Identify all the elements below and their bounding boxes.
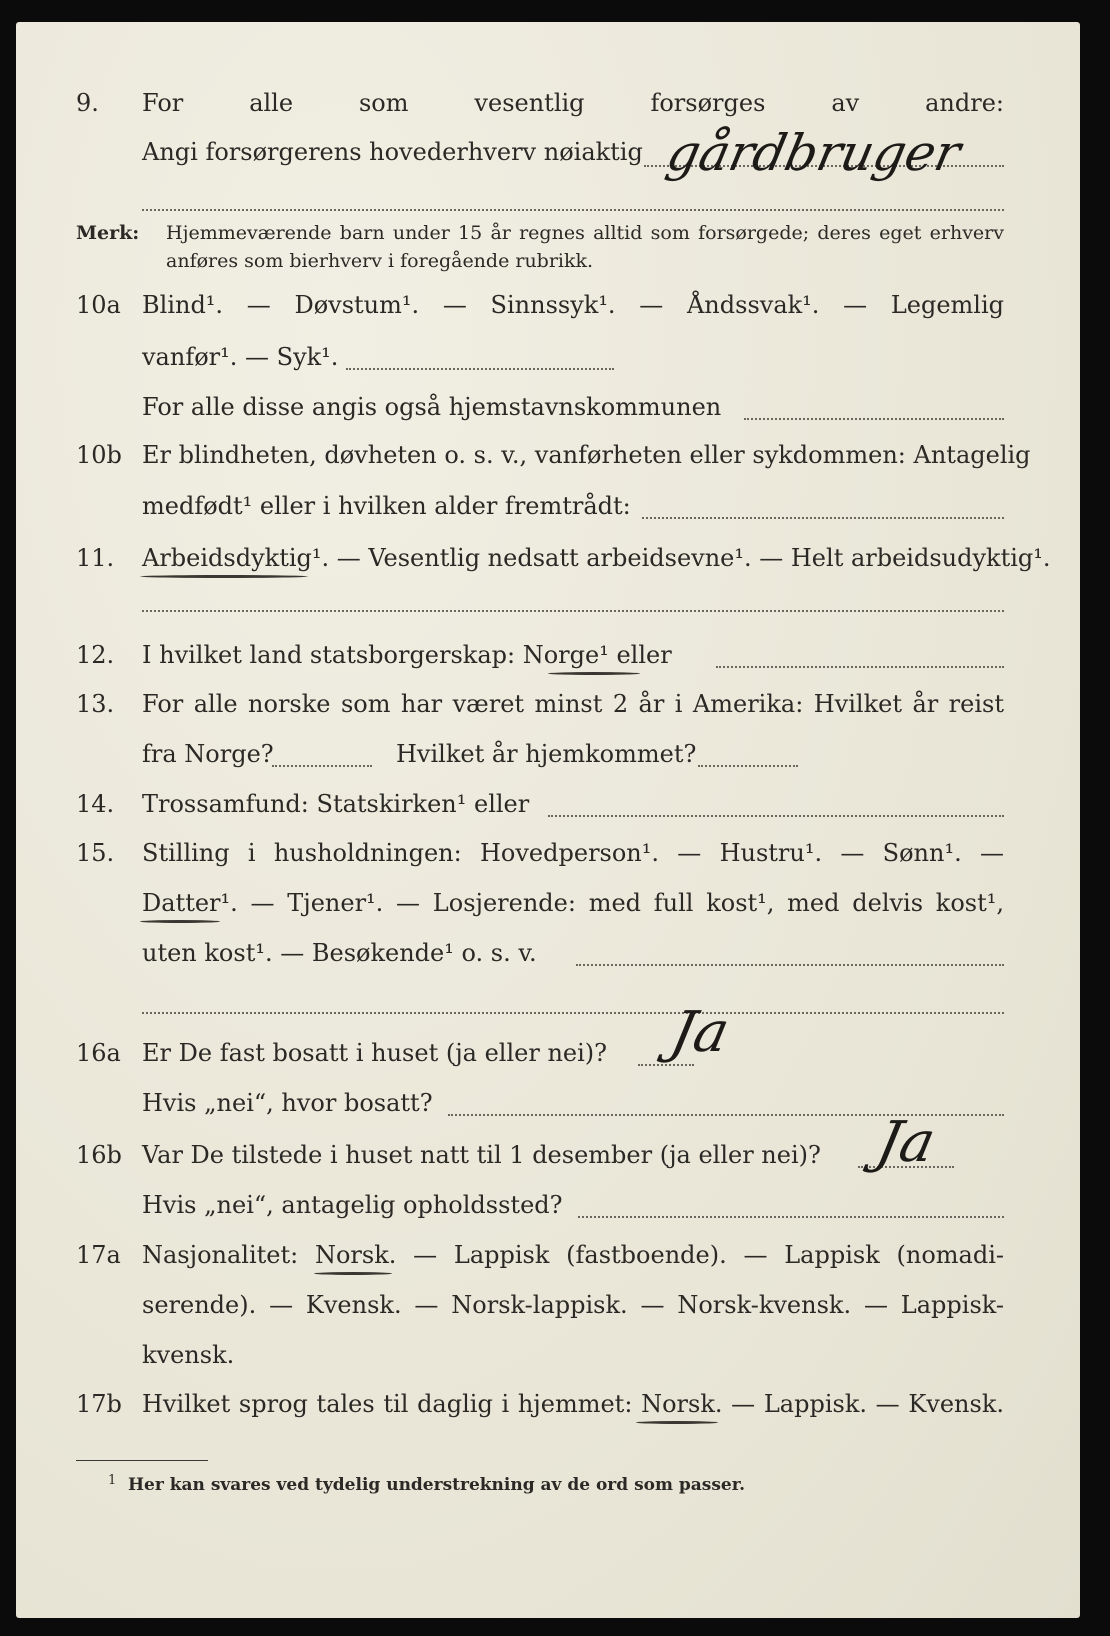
footnote-rule xyxy=(76,1460,208,1461)
item-text: Datter¹. — Tjener¹. — Losjerende: med full kost¹, med delvis kost¹, xyxy=(142,889,1004,917)
item-number: 10a xyxy=(76,291,121,319)
item-text: vanfør¹. — Syk¹. xyxy=(142,343,339,371)
merk-label: Merk: xyxy=(76,222,140,244)
item-text: For alle som vesentlig forsørges av andre: xyxy=(142,89,1004,117)
item-text: Angi forsørgerens hovederhverv nøiaktig xyxy=(142,138,643,166)
item-number: 10b xyxy=(76,441,122,469)
answer-line xyxy=(744,418,1004,420)
item-number: 15. xyxy=(76,839,115,867)
underline-arbeidsdyktig xyxy=(140,575,308,578)
item-text: Var De tilstede i huset natt til 1 desember (ja eller nei)? xyxy=(142,1141,821,1169)
item-text: Blind¹. — Døvstum¹. — Sinnssyk¹. — Åndssvak¹. — Legemlig xyxy=(142,291,1004,319)
answer-line xyxy=(142,610,1004,612)
item-text: fra Norge? xyxy=(142,740,274,768)
answer-line xyxy=(272,765,372,767)
item-text: Hvis „nei“, hvor bosatt? xyxy=(142,1089,433,1117)
merk-text: Hjemmeværende barn under 15 år regnes alltid som forsørgede; deres eget erhverv xyxy=(166,222,1004,244)
answer-line xyxy=(642,517,1004,519)
item-number: 14. xyxy=(76,790,115,818)
item-text: For alle disse angis også hjemstavnskommunen xyxy=(142,393,722,421)
item-number: 12. xyxy=(76,641,115,669)
item-text: kvensk. xyxy=(142,1341,235,1369)
footnote-mark: 1 xyxy=(108,1473,117,1488)
handwritten-occupation: gårdbruger xyxy=(661,124,966,182)
item-text: Hvilket sprog tales til daglig i hjemmet: Norsk. — Lappisk. — Kvensk. xyxy=(142,1390,1004,1418)
merk-text: anføres som bierhverv i foregående rubrikk. xyxy=(166,250,594,272)
item-text: Er De fast bosatt i huset (ja eller nei)? xyxy=(142,1039,608,1067)
item-text: Stilling i husholdningen: Hovedperson¹. — Hustru¹. — Sønn¹. — xyxy=(142,839,1004,867)
item-text: medfødt¹ eller i hvilken alder fremtrådt: xyxy=(142,492,631,520)
handwritten-answer-16b: Ja xyxy=(871,1110,941,1175)
item-text: Er blindheten, døvheten o. s. v., vanførheten eller sykdommen: Antagelig xyxy=(142,441,1031,469)
item-number: 17b xyxy=(76,1390,122,1418)
item-number: 9. xyxy=(76,89,99,117)
item-text: For alle norske som har været minst 2 år i Amerika: Hvilket år reist xyxy=(142,690,1004,718)
item-text: Hvilket år hjemkommet? xyxy=(396,740,697,768)
answer-line xyxy=(578,1216,1004,1218)
item-number: 11. xyxy=(76,544,115,572)
item-number: 16a xyxy=(76,1039,121,1067)
answer-line xyxy=(698,765,798,767)
item-text: Nasjonalitet: Norsk. — Lappisk (fastboende). — Lappisk (nomadi- xyxy=(142,1241,1004,1269)
underline-norsk-sprog xyxy=(636,1421,718,1424)
item-text: Arbeidsdyktig¹. — Vesentlig nedsatt arbeidsevne¹. — Helt arbeidsudyktig¹. xyxy=(142,544,1051,572)
answer-line xyxy=(716,666,1004,668)
answer-line xyxy=(142,1012,1004,1014)
underline-norge xyxy=(548,672,640,675)
item-number: 17a xyxy=(76,1241,121,1269)
answer-line xyxy=(576,964,1004,966)
item-text: uten kost¹. — Besøkende¹ o. s. v. xyxy=(142,939,537,967)
footnote-text: Her kan svares ved tydelig understrekning av de ord som passer. xyxy=(128,1475,746,1495)
underline-norsk xyxy=(314,1272,392,1275)
item-text: Trossamfund: Statskirken¹ eller xyxy=(142,790,530,818)
item-text: Hvis „nei“, antagelig opholdssted? xyxy=(142,1191,563,1219)
answer-line xyxy=(548,815,1004,817)
census-form-page xyxy=(16,22,1080,1618)
item-number: 16b xyxy=(76,1141,122,1169)
answer-line xyxy=(142,209,1004,211)
item-text: I hvilket land statsborgerskap: Norge¹ eller xyxy=(142,641,672,669)
underline-datter xyxy=(140,920,220,923)
item-number: 13. xyxy=(76,690,115,718)
answer-line xyxy=(346,368,614,370)
handwritten-answer-16a: Ja xyxy=(665,1000,735,1065)
item-text: serende). — Kvensk. — Norsk-lappisk. — Norsk-kvensk. — Lappisk- xyxy=(142,1291,1004,1319)
